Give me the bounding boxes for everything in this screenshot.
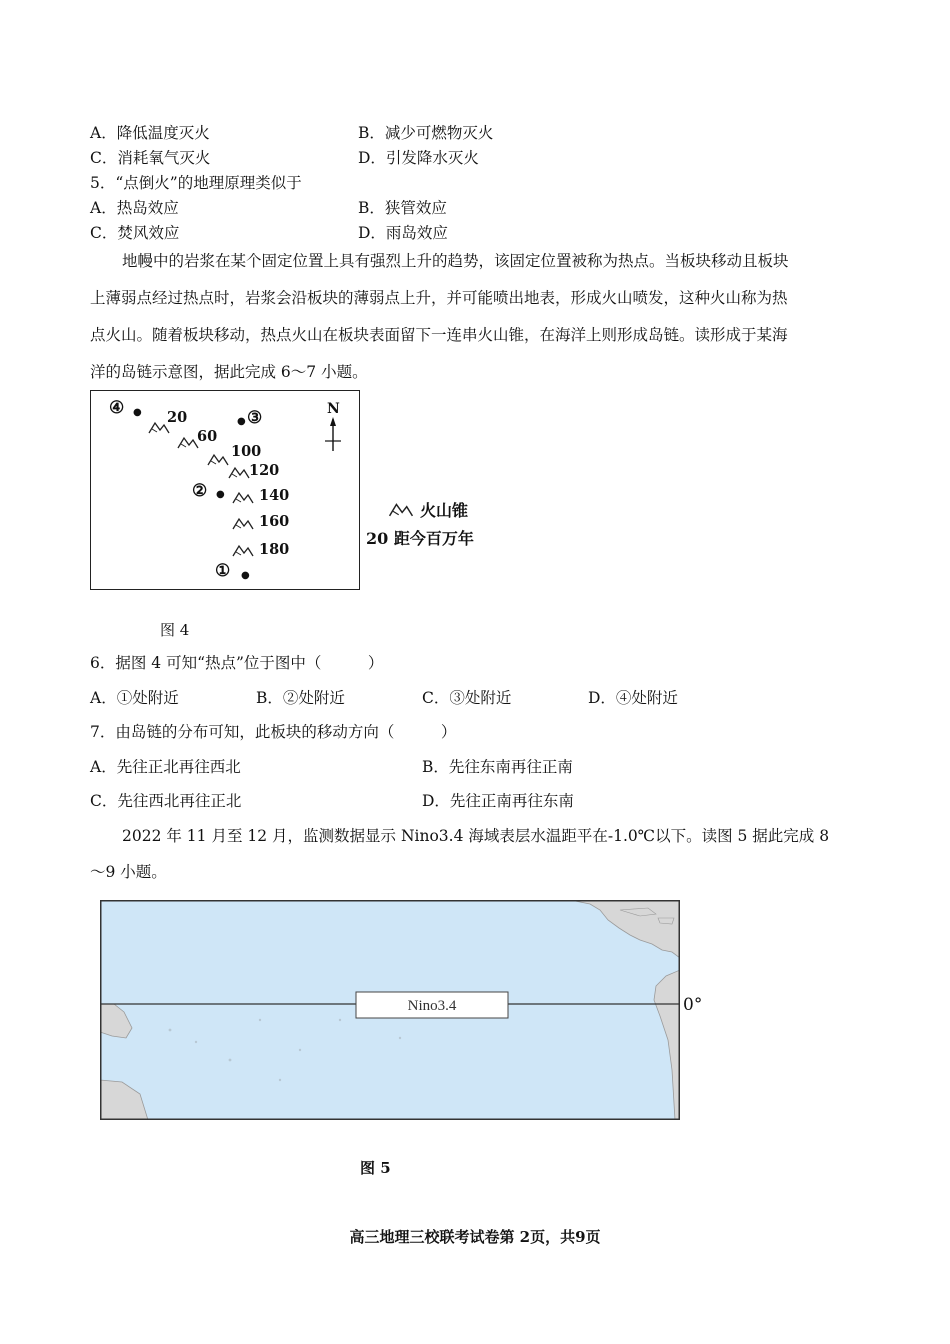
north-label: N (327, 401, 340, 417)
figure-5-pacific-map (100, 900, 680, 1120)
age-label: 60 (197, 428, 218, 445)
point-1-label: ① (215, 561, 231, 581)
legend-age-text: 20 距今百万年 (366, 529, 474, 548)
age-label: 100 (231, 443, 262, 460)
figure-4-caption: 图 4 (160, 621, 190, 639)
q7-stem: 7．由岛链的分布可知，此板块的移动方向（ ） (90, 723, 457, 741)
caribbean-island (658, 918, 674, 924)
passage-line: 地幔中的岩浆在某个固定位置上具有强烈上升的趋势，该固定位置被称为热点。当板块移动且板块 (122, 252, 789, 270)
passage-line: 洋的岛链示意图，据此完成 6～7 小题。 (90, 363, 368, 381)
age-label: 20 (167, 409, 188, 426)
q5-option-d: D．雨岛效应 (358, 224, 448, 242)
q6-stem: 6．据图 4 可知“热点”位于图中（ ） (90, 654, 384, 672)
q5-stem: 5．“点倒火”的地理原理类似于 (90, 174, 302, 192)
equator-label: 0° (683, 995, 703, 1015)
volcano-cone-icon (232, 516, 254, 530)
volcano-cone-icon (177, 435, 199, 449)
volcano-cone-icon (228, 465, 250, 479)
figure-5-caption: 图 5 (360, 1159, 391, 1177)
figure-4-island-chain (90, 390, 360, 590)
figure-4-legend (366, 496, 526, 550)
q7-option-a: A．先往正北再往西北 (90, 758, 241, 776)
age-label: 180 (259, 541, 290, 558)
q6-option-a: A．①处附近 (90, 689, 179, 707)
q5-option-c: C．焚风效应 (90, 224, 180, 242)
q4-option-b: B．减少可燃物灭火 (358, 124, 494, 142)
point-3-dot: ● (237, 416, 246, 427)
q6-option-d: D．④处附近 (588, 689, 678, 707)
age-label: 120 (249, 462, 280, 479)
q7-option-b: B．先往东南再往正南 (422, 758, 573, 776)
point-4-dot: ● (133, 407, 142, 418)
q6-option-c: C．③处附近 (422, 689, 512, 707)
passage-line: 上薄弱点经过热点时，岩浆会沿板块的薄弱点上升，并可能喷出地表，形成火山喷发，这种火山称为热 (90, 289, 788, 307)
north-arrow-icon (324, 417, 342, 453)
q4-option-a: A．降低温度灭火 (90, 124, 210, 142)
q7-option-c: C．先往西北再往正北 (90, 792, 242, 810)
passage-enso-line: ～9 小题。 (90, 863, 167, 881)
volcano-cone-icon (207, 452, 229, 466)
point-2-label: ② (192, 481, 208, 501)
volcano-cone-icon (388, 501, 414, 517)
nino34-label: Nino3.4 (407, 998, 457, 1014)
q4-option-d: D．引发降水灭火 (358, 149, 479, 167)
point-2-dot: ● (216, 489, 225, 500)
q6-option-b: B．②处附近 (256, 689, 345, 707)
legend-cone-text: 火山锥 (420, 501, 469, 520)
page-footer: 高三地理三校联考试卷第 2页，共9页 (349, 1228, 601, 1246)
volcano-cone-icon (232, 543, 254, 557)
q5-option-b: B．狭管效应 (358, 199, 447, 217)
age-label: 160 (259, 513, 290, 530)
q5-option-a: A．热岛效应 (90, 199, 179, 217)
age-label: 140 (259, 487, 290, 504)
volcano-cone-icon (232, 490, 254, 504)
passage-line: 点火山。随着板块移动，热点火山在板块表面留下一连串火山锥，在海洋上则形成岛链。读形成于某海 (90, 326, 788, 344)
q4-option-c: C．消耗氧气灭火 (90, 149, 211, 167)
point-3-label: ③ (247, 408, 263, 428)
q7-option-d: D．先往正南再往东南 (422, 792, 574, 810)
point-4-label: ④ (109, 398, 125, 418)
passage-enso-line: 2022 年 11 月至 12 月，监测数据显示 Nino3.4 海域表层水温距平在-1.0℃以下。读图 5 据此完成 8 (122, 827, 830, 845)
point-1-dot: ● (241, 570, 250, 581)
